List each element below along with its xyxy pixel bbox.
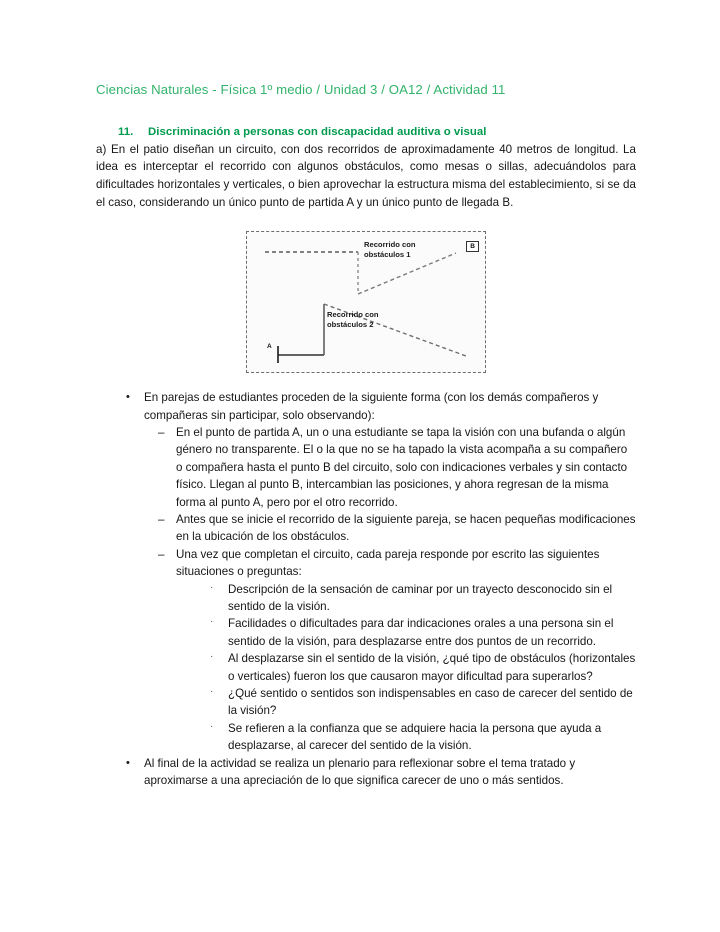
dash-icon: –	[158, 513, 165, 526]
list-item-text: En parejas de estudiantes proceden de la siguiente forma (con los demás compañeros y compañeras sin participar, solo observando):	[144, 391, 599, 422]
activity-heading	[96, 125, 636, 141]
list-item-text: Se refieren a la confianza que se adquiere hacia la persona que ayuda a desplazarse, al carecer del sentido de la visión.	[228, 721, 602, 753]
dot-icon: ·	[210, 616, 214, 628]
list-item-text: Facilidades o dificultades para dar indicaciones orales a una persona sin el sentido de la visión, para desplazarse entre dos puntos de un recorrido.	[228, 617, 614, 648]
dot-icon: ·	[210, 581, 214, 593]
outline-list-level2	[144, 424, 636, 755]
route2-label	[327, 310, 378, 330]
list-item-text: Descripción de la sensación de caminar por un trayecto desconocido sin el sentido de la visión.	[228, 582, 613, 614]
bullet-icon: •	[126, 391, 130, 404]
route1-label-line1: Recorrido con	[364, 240, 416, 250]
dot-icon: ·	[210, 686, 214, 698]
outline-list-level1	[96, 389, 636, 789]
list-item	[208, 685, 636, 720]
list-item-text: ¿Qué sentido o sentidos son indispensables en caso de carecer del sentido de la visión?	[228, 687, 633, 718]
route1-label-line2: obstáculos 1	[364, 250, 411, 260]
list-item	[158, 424, 636, 511]
list-item	[124, 755, 636, 790]
point-b-marker: B	[466, 241, 479, 252]
dot-icon: ·	[210, 720, 214, 732]
list-item-text: Al final de la actividad se realiza un plenario para reflexionar sobre el tema tratado y aproximarse a una apreciación de lo que significa carecer de uno o más sentidos.	[144, 756, 576, 788]
list-item	[208, 615, 636, 650]
list-item-text: En el punto de partida A, un o una estudiante se tapa la visión con una bufanda o algún género no transparente. El o la que no se ha tapado la vista acompaña a su compañero o compañera hasta el punto B del circuito, solo con indicaciones verbales y sin contacto físico. Llegan al punto B, intercambian las posiciones, y ahora regresan de la misma forma al punto A, pero por el otro recorrido.	[176, 425, 628, 509]
list-item	[158, 546, 636, 755]
list-item-text: Antes que se inicie el recorrido de la siguiente pareja, se hacen pequeñas modificaciones en la ubicación de los obstáculos.	[176, 513, 636, 544]
activity-title: Discriminación a personas con discapacidad auditiva o visual	[148, 125, 487, 138]
list-item-text: Una vez que completan el circuito, cada pareja responde por escrito las siguientes situaciones o preguntas:	[176, 547, 600, 579]
diagram-container	[96, 231, 636, 373]
dash-icon: –	[158, 425, 165, 439]
bullet-icon: •	[126, 756, 130, 769]
outline-list-level3	[176, 581, 636, 755]
circuit-diagram	[246, 231, 486, 373]
route2-label-line2: obstáculos 2	[327, 320, 374, 330]
dot-icon: ·	[210, 651, 214, 663]
list-item-text: Al desplazarse sin el sentido de la visión, ¿qué tipo de obstáculos (horizontales o verticales) fueron los que causaron mayor dificultad para superarlos?	[228, 652, 636, 683]
activity-number: 11.	[118, 125, 134, 138]
list-item	[208, 650, 636, 685]
breadcrumb: Ciencias Naturales - Física 1º medio / Unidad 3 / OA12 / Actividad 11	[96, 82, 506, 97]
route1-label	[364, 240, 415, 260]
route2-label-line1: Recorrido con	[327, 310, 379, 320]
dash-icon: –	[158, 547, 165, 561]
list-item	[208, 581, 636, 616]
list-item	[208, 720, 636, 755]
point-a-marker: A	[267, 343, 272, 351]
list-item	[158, 511, 636, 546]
paragraph-intro-a: a) En el patio diseñan un circuito, con dos recorridos de aproximadamente 40 metros de longitud. La idea es interceptar el recorrido con algunos obstáculos, como mesas o sillas, adecuándolos para dificultades horizontales y verticales, o bien aprovechar la estructura misma del establecimiento, si se da el caso, considerando un único punto de partida A y un único punto de llegada B.	[96, 142, 636, 209]
document-content	[96, 0, 636, 790]
list-item	[124, 389, 636, 755]
